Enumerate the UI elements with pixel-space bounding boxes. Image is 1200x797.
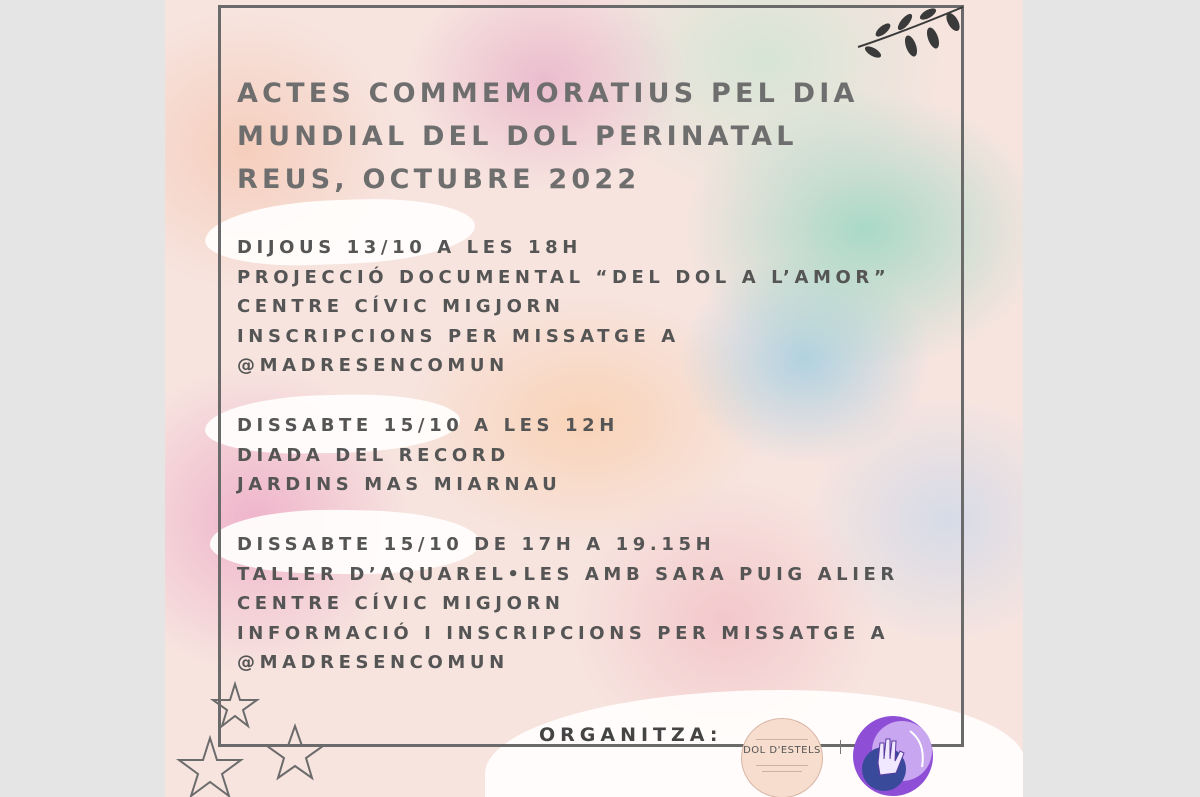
poster bbox=[165, 0, 1023, 797]
dol-destels-logo bbox=[741, 718, 823, 797]
event-line: TALLER D’AQUAREL•LES AMB SARA PUIG ALIER bbox=[237, 563, 899, 585]
event-date: DIJOUS 13/10 A LES 18H bbox=[237, 237, 582, 258]
title-line: MUNDIAL DEL DOL PERINATAL bbox=[237, 121, 798, 152]
star-outline-icon bbox=[165, 680, 335, 797]
leaf-branch-icon bbox=[853, 2, 973, 72]
event-1 bbox=[237, 233, 890, 381]
event-line: DIADA DEL RECORD bbox=[237, 444, 510, 466]
event-line: JARDINS MAS MIARNAU bbox=[237, 474, 562, 495]
title-line: REUS, OCTUBRE 2022 bbox=[237, 164, 641, 195]
event-line: CENTRE CÍVIC MIGJORN bbox=[237, 593, 565, 614]
event-handle: @MADRESENCOMUN bbox=[237, 355, 509, 376]
logo-separator bbox=[840, 740, 841, 754]
poster-title bbox=[237, 72, 859, 201]
logo-text: DOL D'ESTELS bbox=[743, 745, 821, 756]
title-line: ACTES COMMEMORATIUS PEL DIA bbox=[237, 78, 859, 109]
hand-moon-logo bbox=[850, 713, 936, 797]
organizer-label: ORGANITZA: bbox=[539, 724, 723, 746]
event-line: INFORMACIÓ I INSCRIPCIONS PER MISSATGE A bbox=[237, 622, 890, 644]
event-line: CENTRE CÍVIC MIGJORN bbox=[237, 296, 565, 317]
event-3 bbox=[237, 530, 899, 678]
event-2 bbox=[237, 411, 619, 500]
event-date: DISSABTE 15/10 DE 17H A 19.15H bbox=[237, 534, 716, 555]
event-date: DISSABTE 15/10 A LES 12H bbox=[237, 415, 619, 436]
event-line: INSCRIPCIONS PER MISSATGE A bbox=[237, 325, 680, 347]
event-line: PROJECCIÓ DOCUMENTAL “DEL DOL A L’AMOR” bbox=[237, 266, 891, 288]
event-handle: @MADRESENCOMUN bbox=[237, 652, 509, 673]
